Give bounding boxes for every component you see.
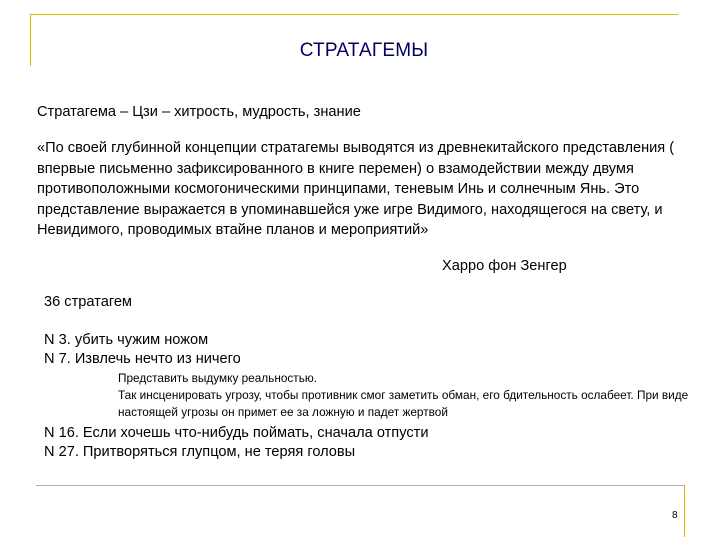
quote-text: «По своей глубинной концепции стратагемы выводятся из древнекитайского представления ( впервые письменно зафиксированного в книге перемен) о взамодействии между двумя противоположными космогоническими принципами, теневым Инь и солнечным Янь. Это представление выражается в упоминавшейся уже игре Видимого, находящегося на свету, и Невидимого, проводимых втайне планов и мероприятий» — [37, 140, 675, 238]
stratagem-item-3: N 3. убить чужим ножом — [44, 332, 209, 348]
frame-bottom-line — [36, 485, 684, 486]
stratagem-item-7: N 7. Извлечь нечто из ничего — [44, 351, 241, 367]
quote-author: Харро фон Зенгер — [442, 258, 567, 274]
stratagem-item-16: N 16. Если хочешь что-нибудь поймать, сначала отпусти — [44, 425, 429, 441]
frame-right-line — [684, 485, 685, 537]
frame-top-line — [30, 14, 678, 15]
slide-title — [0, 40, 720, 62]
stratagem-note-1: Представить выдумку реальностью. — [118, 371, 317, 385]
definition-text: Стратагема – Цзи – хитрость, мудрость, знание — [37, 104, 361, 120]
stratagem-item-27: N 27. Притворяться глупцом, не теряя головы — [44, 444, 356, 460]
slide-title-text: СТРАТАГЕМЫ — [299, 40, 429, 61]
stratagem-count: 36 стратагем — [44, 294, 132, 310]
page-number: 8 — [672, 510, 678, 521]
stratagem-note-2: Так инсценировать угрозу, чтобы противник смог заметить обман, его бдительность ослабеет. При виде настоящей угрозы он примет ее за ложную и падет жертвой — [118, 388, 689, 419]
